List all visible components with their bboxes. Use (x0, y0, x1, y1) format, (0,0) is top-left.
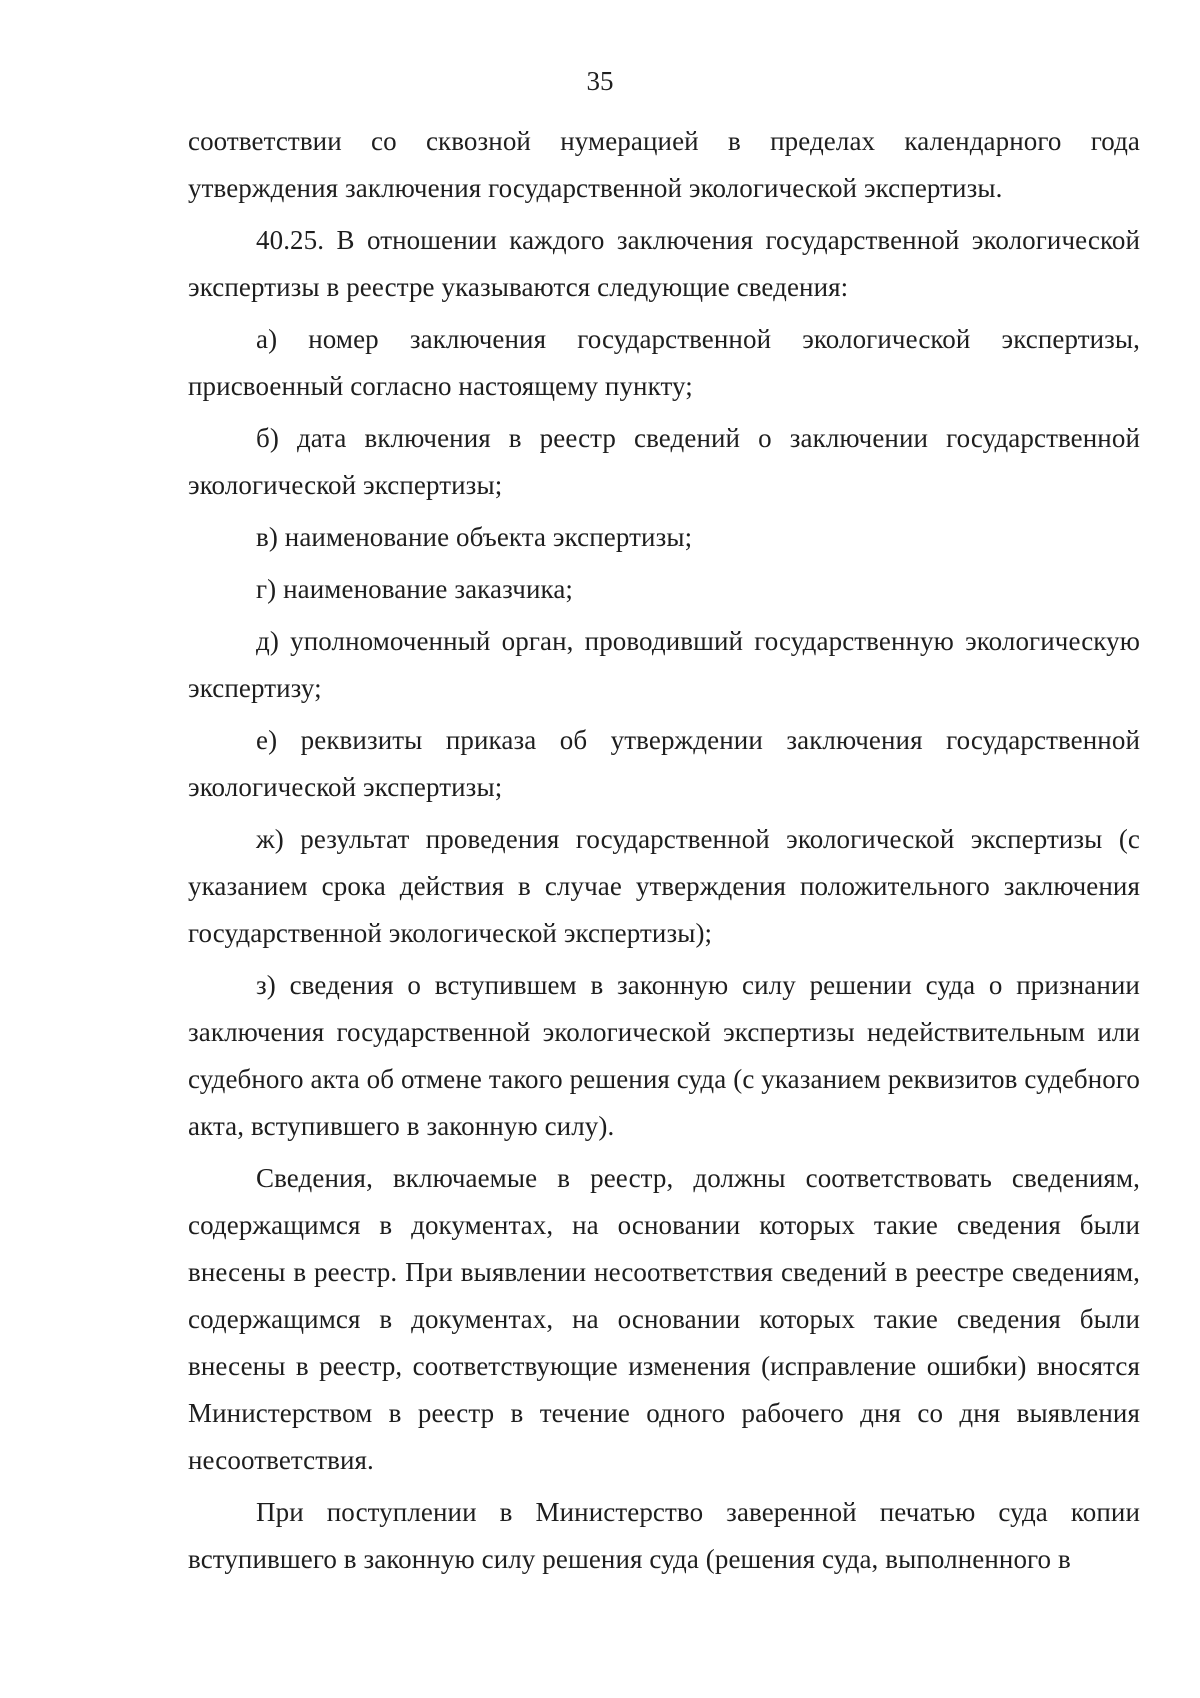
paragraph-clause-40-25: 40.25. В отношении каждого заключения государственной экологической экспертизы в реестре указываются следующие сведения: (188, 225, 1140, 302)
list-item-v: в) наименование объекта экспертизы; (256, 522, 693, 552)
document-body (188, 118, 1140, 1588)
list-item-e: е) реквизиты приказа об утверждении заключения государственной экологической экспертизы; (188, 725, 1140, 802)
list-item-d: д) уполномоченный орган, проводивший государственную экологическую экспертизу; (188, 626, 1140, 703)
list-item-zh: ж) результат проведения государственной экологической экспертизы (с указанием срока действия в случае утверждения положительного заключения государственной экологической экспертизы); (188, 824, 1140, 948)
list-item-b: б) дата включения в реестр сведений о заключении государственной экологической экспертизы; (188, 423, 1140, 500)
list-item-z: з) сведения о вступившем в законную силу решении суда о признании заключения государственной экологической экспертизы недействительным или судебного акта об отмене такого решения суда (с указанием реквизитов судебного акта, вступившего в законную силу). (188, 970, 1140, 1141)
paragraph-continuation: соответствии со сквозной нумерацией в пределах календарного года утверждения заключения государственной экологической экспертизы. (188, 126, 1140, 203)
page-number: 35 (586, 66, 614, 96)
list-item-a: а) номер заключения государственной экологической экспертизы, присвоенный согласно настоящему пункту; (188, 324, 1140, 401)
paragraph-consistency: Сведения, включаемые в реестр, должны соответствовать сведениям, содержащимся в документах, на основании которых такие сведения были внесены в реестр. При выявлении несоответствия сведений в реестре сведениям, содержащимся в документах, на основании которых такие сведения были внесены в реестр, соответствующие изменения (исправление ошибки) вносятся Министерством в реестр в течение одного рабочего дня со дня выявления несоответствия. (188, 1163, 1140, 1475)
list-item-g: г) наименование заказчика; (256, 574, 574, 604)
paragraph-court-decision: При поступлении в Министерство заверенной печатью суда копии вступившего в законную силу решения суда (решения суда, выполненного в (188, 1497, 1140, 1574)
